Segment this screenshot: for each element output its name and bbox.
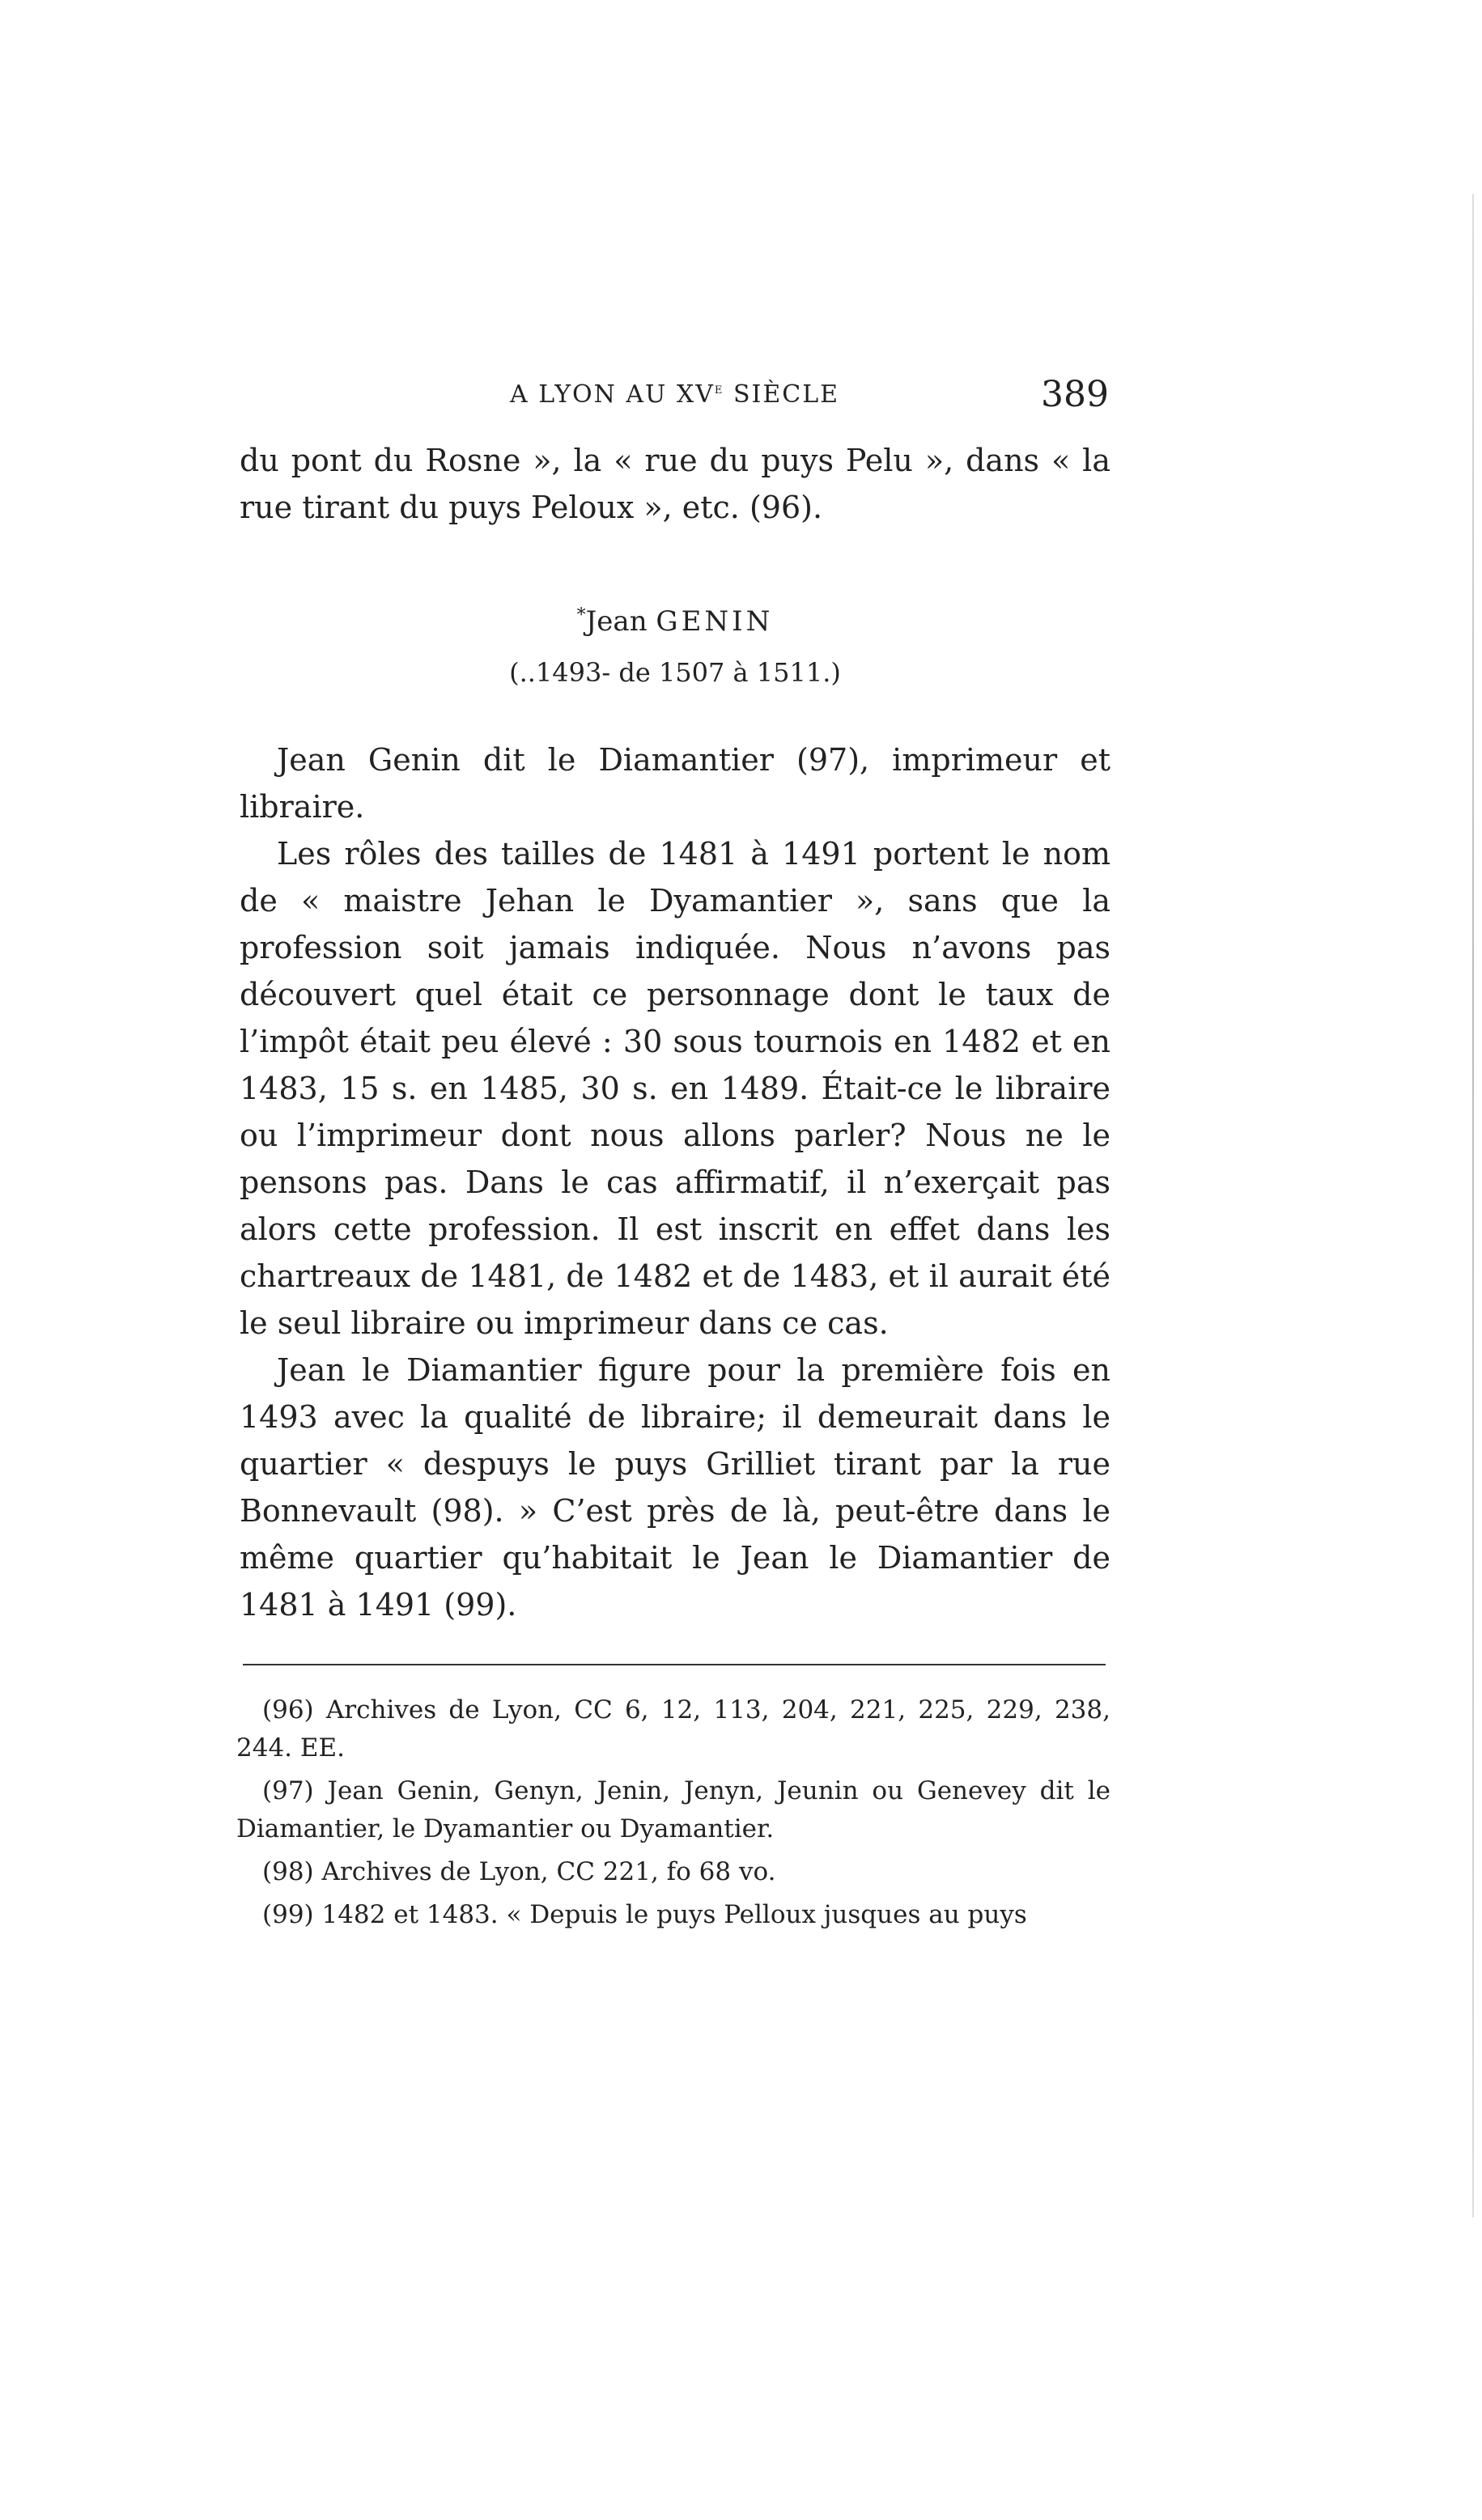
footnotes (236, 1691, 1110, 1939)
footnote: (97) Jean Genin, Genyn, Jenin, Jenyn, Jeunin ou Genevey dit le Diamantier, le Dyamantier ou Dyamantier. (236, 1776, 1110, 1843)
footnote: (96) Archives de Lyon, CC 6, 12, 113, 204, 221, 225, 229, 238, 244. EE. (236, 1695, 1110, 1763)
body-text (240, 736, 1110, 1628)
running-title-end: SIÈCLE (724, 380, 840, 409)
running-title-superscript: e (714, 380, 724, 397)
section-title (240, 605, 1110, 638)
paragraph: Les rôles des tailles de 1481 à 1491 portent le nom de « maistre Jehan le Dyamantier », sans que la profession soit jamais indiquée. Nous n’avons pas découvert quel était ce personnage dont le taux de l’impôt était peu élevé : 30 sous tournois en 1482 et en 1483, 15 s. en 1485, 30 s. en 1489. Était-ce le libraire ou l’imprimeur dont nous allons parler? Nous ne le pensons pas. Dans le cas affirmatif, il n’exerçait pas alors cette profession. Il est inscrit en effet dans les chartreaux de 1481, de 1482 et de 1483, et il aurait été le seul libraire ou imprimeur dans ce cas. (240, 836, 1110, 1341)
page-number: 389 (1041, 374, 1109, 415)
paragraph: Jean le Diamantier figure pour la première fois en 1493 avec la qualité de libraire; il demeurait dans le quartier « despuys le puys Grilliet tirant par la rue Bonnevault (98). » C’est près de là, peut-être dans le même quartier qu’habitait le Jean le Diamantier de 1481 à 1491 (99). (240, 1352, 1110, 1623)
paragraph: Jean Genin dit le Diamantier (97), imprimeur et libraire. (240, 742, 1110, 825)
section-first-name: Jean (585, 605, 656, 638)
asterisk-mark: * (576, 605, 586, 626)
page-header (510, 374, 1109, 422)
section-dates: (..1493- de 1507 à 1511.) (509, 657, 841, 688)
running-title-main: A LYON AU XV (510, 380, 715, 409)
section-surname: GENIN (656, 605, 774, 638)
scan-edge-shadow (1472, 194, 1474, 2217)
intro-paragraph: du pont du Rosne », la « rue du puys Pelu », dans « la rue tirant du puys Peloux », etc. (96). (240, 443, 1110, 525)
footnote: (99) 1482 et 1483. « Depuis le puys Pelloux jusques au puys (262, 1900, 1027, 1929)
footnote: (98) Archives de Lyon, CC 221, fo 68 vo. (262, 1857, 776, 1886)
footnote-divider (243, 1664, 1106, 1665)
running-title (510, 380, 839, 409)
intro-text (240, 437, 1110, 531)
